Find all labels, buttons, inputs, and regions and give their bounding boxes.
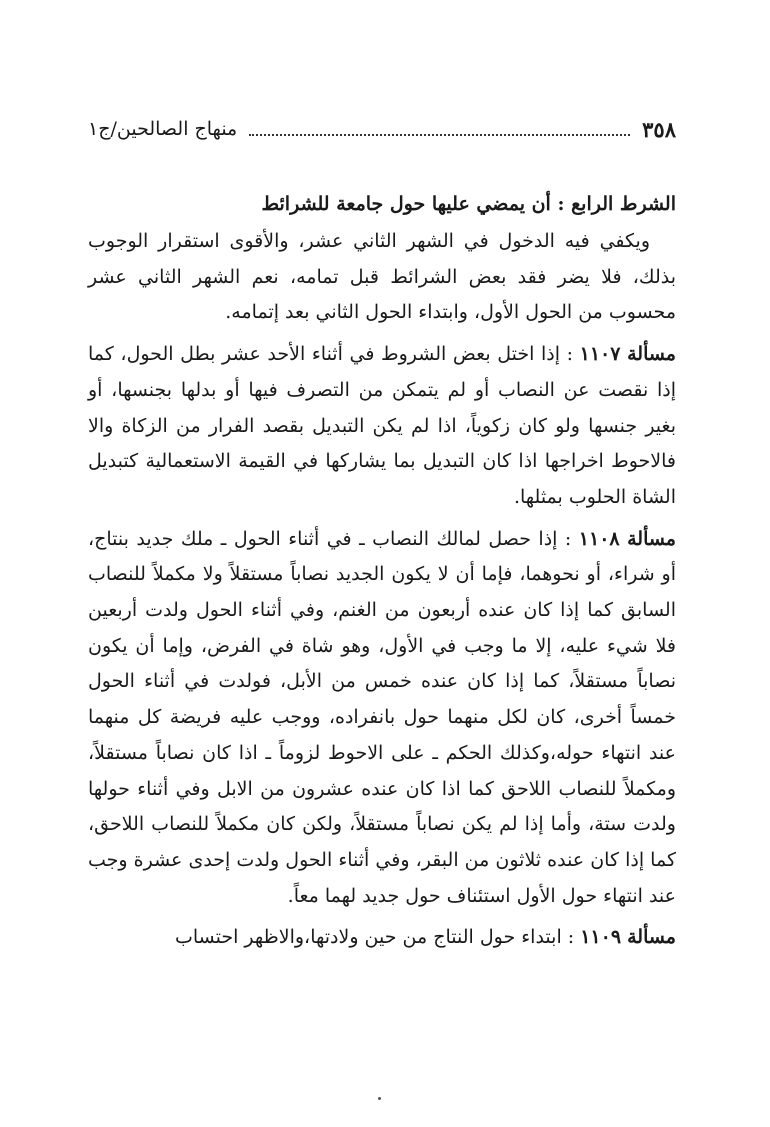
page-body <box>88 186 676 956</box>
issue-text: : إذا اختل بعض الشروط في أثناء الأحد عشر بطل الحول، كما إذا نقصت عن النصاب أو لم يتمكن من التصرف فيها أو بدلها بجنسها، أو بغير جنسها ولو كان زكوياً، اذا لم يكن التبديل بقصد الفرار من الزكاة والا فالاحوط اخراجها اذا كان التبديل بما يشاركها في القيمة الاستعمالية كتبديل الشاة الحلوب بمثلها. <box>88 343 676 508</box>
issue-label: مسألة <box>627 926 676 949</box>
issue-1109 <box>88 920 676 956</box>
issue-text: : ابتداء حول النتاج من حين ولادتها،والاظهر احتساب <box>174 926 575 949</box>
header-dot-leader <box>249 134 630 136</box>
issue-label: مسألة <box>627 527 676 550</box>
issue-1107 <box>88 337 676 516</box>
book-title: منهاج الصالحين/ج١ <box>88 118 238 140</box>
issue-number: ١١٠٨ <box>578 527 620 550</box>
condition-paragraph: ويكفي فيه الدخول في الشهر الثاني عشر، والأقوى استقرار الوجوب بذلك، فلا يضر فقد بعض الشرائط قبل تمامه، نعم الشهر الثاني عشر محسوب من الحول الأول، وابتداء الحول الثاني بعد إتمامه. <box>88 230 676 324</box>
page-header <box>88 112 676 146</box>
issue-number: ١١٠٧ <box>579 343 621 366</box>
page-speck <box>378 1097 381 1100</box>
page-number: ٣٥٨ <box>642 116 676 142</box>
issue-label: مسألة <box>627 343 676 366</box>
issue-1108 <box>88 522 676 915</box>
condition-title: الشرط الرابع : أن يمضي عليها حول جامعة للشرائط <box>261 193 676 215</box>
issue-text: : إذا حصل لمالك النصاب ـ في أثناء الحول ـ ملك جديد بنتاج، أو شراء، أو نحوهما، فإما أن لا يكون الجديد نصاباً مستقلاً ولا مكملاً للنصاب السابق كما إذا كان عنده أربعون من الغنم، وفي أثناء الحول ولدت أربعين فلا شيء عليه، إلا ما وجب في الأول، وهو شاة في الفرض، وإما أن يكون نصاباً مستقلاً، كما إذا كان عنده خمس من الأبل، فولدت في أثناء الحول خمساً أخرى، كان لكل منهما حول بانفراده، ووجب عليه فريضة كل منهما عند انتهاء حوله،وكذلك الحكم ـ على الاحوط لزوماً ـ اذا كان نصاباً مستقلاً، ومكملاً للنصاب اللاحق كما اذا كان عنده عشرون من الابل وفي أثناء حولها ولدت ستة، وأما إذا لم يكن نصاباً مستقلاً، ولكن كان مكملاً للنصاب اللاحق، كما إذا كان عنده ثلاثون من البقر، وفي أثناء الحول ولدت إحدى عشرة وجب عند انتهاء حول الأول استئناف حول جديد لهما معاً. <box>88 527 676 907</box>
issue-number: ١١٠٩ <box>580 926 622 949</box>
